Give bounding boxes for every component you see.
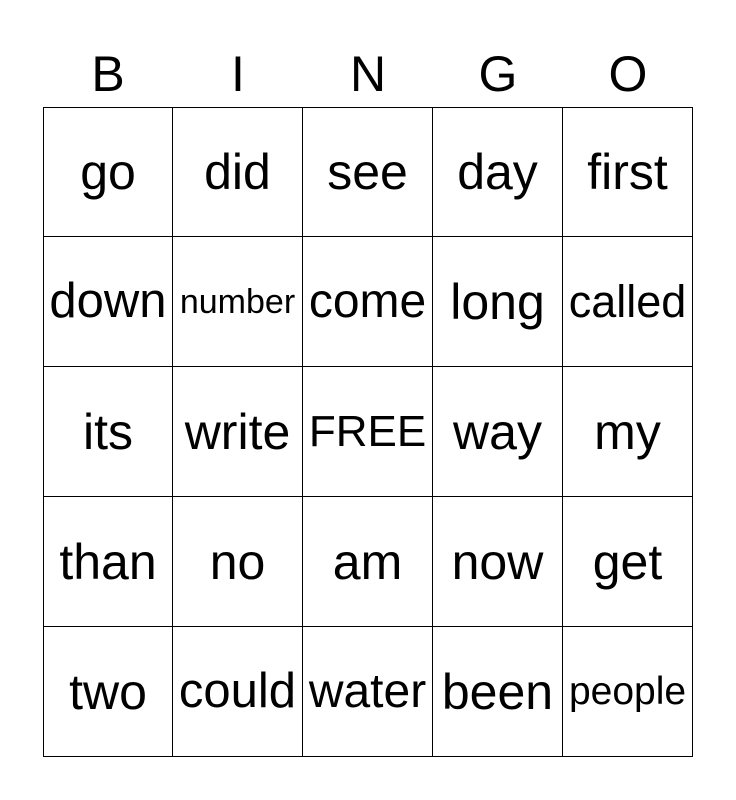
bingo-cell[interactable] (173, 237, 303, 367)
bingo-cell[interactable] (43, 367, 173, 497)
bingo-cell[interactable] (43, 627, 173, 757)
bingo-header (43, 40, 693, 108)
free-space-cell[interactable] (303, 367, 433, 497)
bingo-cell[interactable] (43, 107, 173, 237)
bingo-cell[interactable] (433, 107, 563, 237)
bingo-cell-word: its (83, 403, 133, 460)
bingo-cell-word: been (441, 663, 554, 720)
bingo-cell-word: down (49, 274, 167, 328)
bingo-cell-word: my (594, 403, 661, 460)
bingo-cell-word: called (568, 276, 687, 327)
bingo-cell-word: go (80, 144, 136, 200)
bingo-cell[interactable] (433, 627, 563, 757)
bingo-cell-word: day (457, 144, 538, 200)
bingo-cell-word: water (308, 664, 427, 718)
bingo-cell-word: no (209, 533, 266, 590)
bingo-cell-word: see (327, 144, 408, 200)
header-letter-b: B (91, 46, 125, 102)
bingo-cell[interactable] (433, 497, 563, 627)
bingo-cell[interactable] (173, 627, 303, 757)
bingo-cell[interactable] (563, 367, 693, 497)
bingo-cell[interactable] (563, 237, 693, 367)
bingo-cell-word: two (69, 663, 147, 720)
bingo-cell[interactable] (433, 237, 563, 367)
header-letter-n: N (349, 46, 387, 102)
bingo-cell[interactable] (173, 367, 303, 497)
bingo-cell-word: write (184, 403, 291, 460)
bingo-cell-word: am (332, 533, 403, 590)
bingo-cell[interactable] (173, 107, 303, 237)
bingo-cell[interactable] (433, 367, 563, 497)
bingo-cell[interactable] (303, 237, 433, 367)
bingo-cell[interactable] (303, 107, 433, 237)
bingo-cell-word: than (59, 533, 157, 590)
bingo-cell[interactable] (43, 497, 173, 627)
header-letter-o: O (608, 46, 648, 102)
bingo-cell[interactable] (303, 497, 433, 627)
bingo-cell-word: now (451, 533, 544, 590)
bingo-cell-word: could (178, 664, 297, 718)
header-letter-i: I (231, 46, 245, 102)
bingo-cell-word: way (453, 403, 542, 460)
bingo-cell[interactable] (563, 497, 693, 627)
bingo-cell-word: FREE (308, 406, 427, 456)
header-letter-g: G (478, 46, 518, 102)
bingo-cell-word: come (308, 274, 427, 328)
bingo-cell-word: long (450, 273, 545, 330)
bingo-cell[interactable] (563, 627, 693, 757)
bingo-cell-word: did (204, 144, 271, 200)
bingo-cell-word: number (179, 282, 296, 321)
bingo-cell[interactable] (563, 107, 693, 237)
bingo-cell-word: get (592, 533, 663, 590)
bingo-cell-word: people (568, 670, 687, 713)
bingo-cell-word: first (587, 144, 668, 200)
bingo-cell[interactable] (303, 627, 433, 757)
bingo-cell[interactable] (43, 237, 173, 367)
bingo-board (43, 107, 693, 757)
bingo-cell[interactable] (173, 497, 303, 627)
